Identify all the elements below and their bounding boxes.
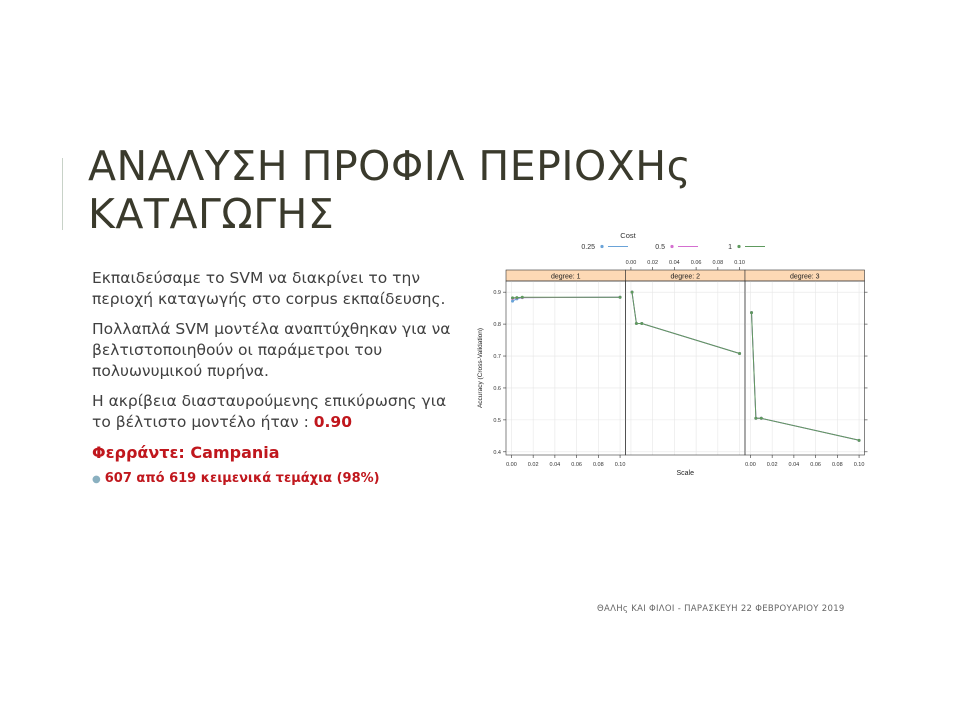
panel-frame-2 <box>626 281 746 455</box>
finding-line <box>92 442 462 463</box>
accuracy-text: Η ακρίβεια διασταυρούμενης επικύρωσης για το βέλτιστο μοντέλο ήταν : <box>92 392 447 431</box>
panel-label-1: degree: 1 <box>550 273 581 281</box>
x-tick-label-3-0: 0.00 <box>745 462 756 468</box>
legend-point-0.5 <box>670 245 673 248</box>
title-line-2: ΚΑΤΑΓΩΓΗΣ <box>88 190 335 238</box>
y-tick-label-3: 0.7 <box>493 354 501 361</box>
finding-detail-item <box>92 468 462 490</box>
x-tick-label-2-4: 0.08 <box>712 260 724 266</box>
title-line-1: ΑΝΑΛΥΣΗ ΠΡΟΦΙΛ ΠΕΡΙΟΧΗς <box>88 142 692 190</box>
x-tick-label-2-2: 0.04 <box>669 260 680 266</box>
y-tick-label-0: 0.4 <box>493 449 501 456</box>
series-line-0.25-panel-2 <box>632 292 740 353</box>
legend-point-1 <box>737 245 740 248</box>
x-tick-label-3-1: 0.02 <box>766 462 778 468</box>
data-point-1-panel-2-0 <box>631 291 634 294</box>
series-line-0.5-panel-3 <box>752 313 860 441</box>
finding-label: Φερράντε: <box>92 443 185 462</box>
data-point-1-panel-1-1 <box>515 296 518 299</box>
data-point-1-panel-1-0 <box>511 296 514 299</box>
legend-label-0.5: 0.5 <box>655 244 665 251</box>
x-tick-label-3-5: 0.10 <box>853 462 865 468</box>
x-tick-label-1-4: 0.08 <box>592 462 604 468</box>
title-accent-bar <box>62 158 63 230</box>
slide-footer: ΘΑΛΗς ΚΑΙ ΦΙΛΟΙ - ΠΑΡΑΣΚΕΥΗ 22 ΦΕΒΡΟΥΑΡΙΟΥ 2019 <box>597 604 845 614</box>
paragraph-training: Εκπαιδεύσαμε το SVM να διακρίνει το την περιοχή καταγωγής στο corpus εκπαίδευσης. <box>92 269 446 308</box>
data-point-1-panel-1-3 <box>619 296 622 299</box>
x-tick-label-3-4: 0.08 <box>831 462 843 468</box>
data-point-1-panel-3-3 <box>858 439 861 442</box>
x-tick-label-3-3: 0.06 <box>810 462 821 468</box>
x-tick-label-2-5: 0.10 <box>734 260 745 266</box>
panel-label-3: degree: 3 <box>789 273 820 281</box>
panel-frame-1 <box>506 281 626 455</box>
series-line-0.25-panel-3 <box>752 313 860 441</box>
x-tick-label-1-3: 0.06 <box>571 462 582 468</box>
y-tick-label-2: 0.6 <box>493 385 501 392</box>
series-line-1-panel-3 <box>752 313 860 441</box>
slide-title <box>88 142 691 238</box>
panel-frame-3 <box>745 281 865 455</box>
x-axis-label: Scale <box>676 470 695 477</box>
paragraph-accuracy <box>92 391 462 433</box>
series-line-1-panel-2 <box>632 292 740 353</box>
accuracy-value: 0.90 <box>313 413 352 431</box>
data-point-1-panel-2-2 <box>640 322 643 325</box>
x-tick-label-2-1: 0.02 <box>647 260 659 266</box>
finding-detail: 607 από 619 κειμενικά τεμάχια (98%) <box>104 471 380 486</box>
data-point-1-panel-3-1 <box>754 417 757 420</box>
data-point-1-panel-3-0 <box>750 311 753 314</box>
x-tick-label-2-3: 0.06 <box>690 260 702 266</box>
slide-body <box>92 268 462 490</box>
data-point-1-panel-2-3 <box>738 352 741 355</box>
finding-value: Campania <box>190 443 280 462</box>
data-point-1-panel-3-2 <box>760 417 763 420</box>
bullet-icon: ● <box>92 474 101 485</box>
x-tick-label-1-2: 0.04 <box>549 462 561 468</box>
legend-point-0.25 <box>600 245 603 248</box>
y-tick-label-5: 0.9 <box>493 290 501 297</box>
series-line-0.5-panel-2 <box>632 292 740 353</box>
data-point-1-panel-2-1 <box>635 322 638 325</box>
x-tick-label-1-5: 0.10 <box>614 462 626 468</box>
accuracy-chart <box>470 225 870 485</box>
y-axis-label: Accuracy (Cross-Validation) <box>477 327 484 409</box>
x-tick-label-2-0: 0.00 <box>625 260 637 266</box>
data-point-1-panel-1-2 <box>521 296 524 299</box>
x-tick-label-3-2: 0.04 <box>788 462 800 468</box>
y-tick-label-1: 0.5 <box>493 417 501 424</box>
legend-label-1: 1 <box>728 244 732 251</box>
legend-title: Cost <box>620 231 636 240</box>
paragraph-models: Πολλαπλά SVM μοντέλα αναπτύχθηκαν για να βελτιστοποιηθούν οι παράμετροι του πολυωνυμικού πυρήνα. <box>92 320 451 380</box>
panel-label-2: degree: 2 <box>670 273 701 281</box>
data-point-0.25-panel-1-0 <box>511 300 514 303</box>
legend-label-0.25: 0.25 <box>581 244 595 251</box>
y-tick-label-4: 0.8 <box>493 322 501 329</box>
x-tick-label-1-0: 0.00 <box>506 462 517 468</box>
x-tick-label-1-1: 0.02 <box>527 462 539 468</box>
